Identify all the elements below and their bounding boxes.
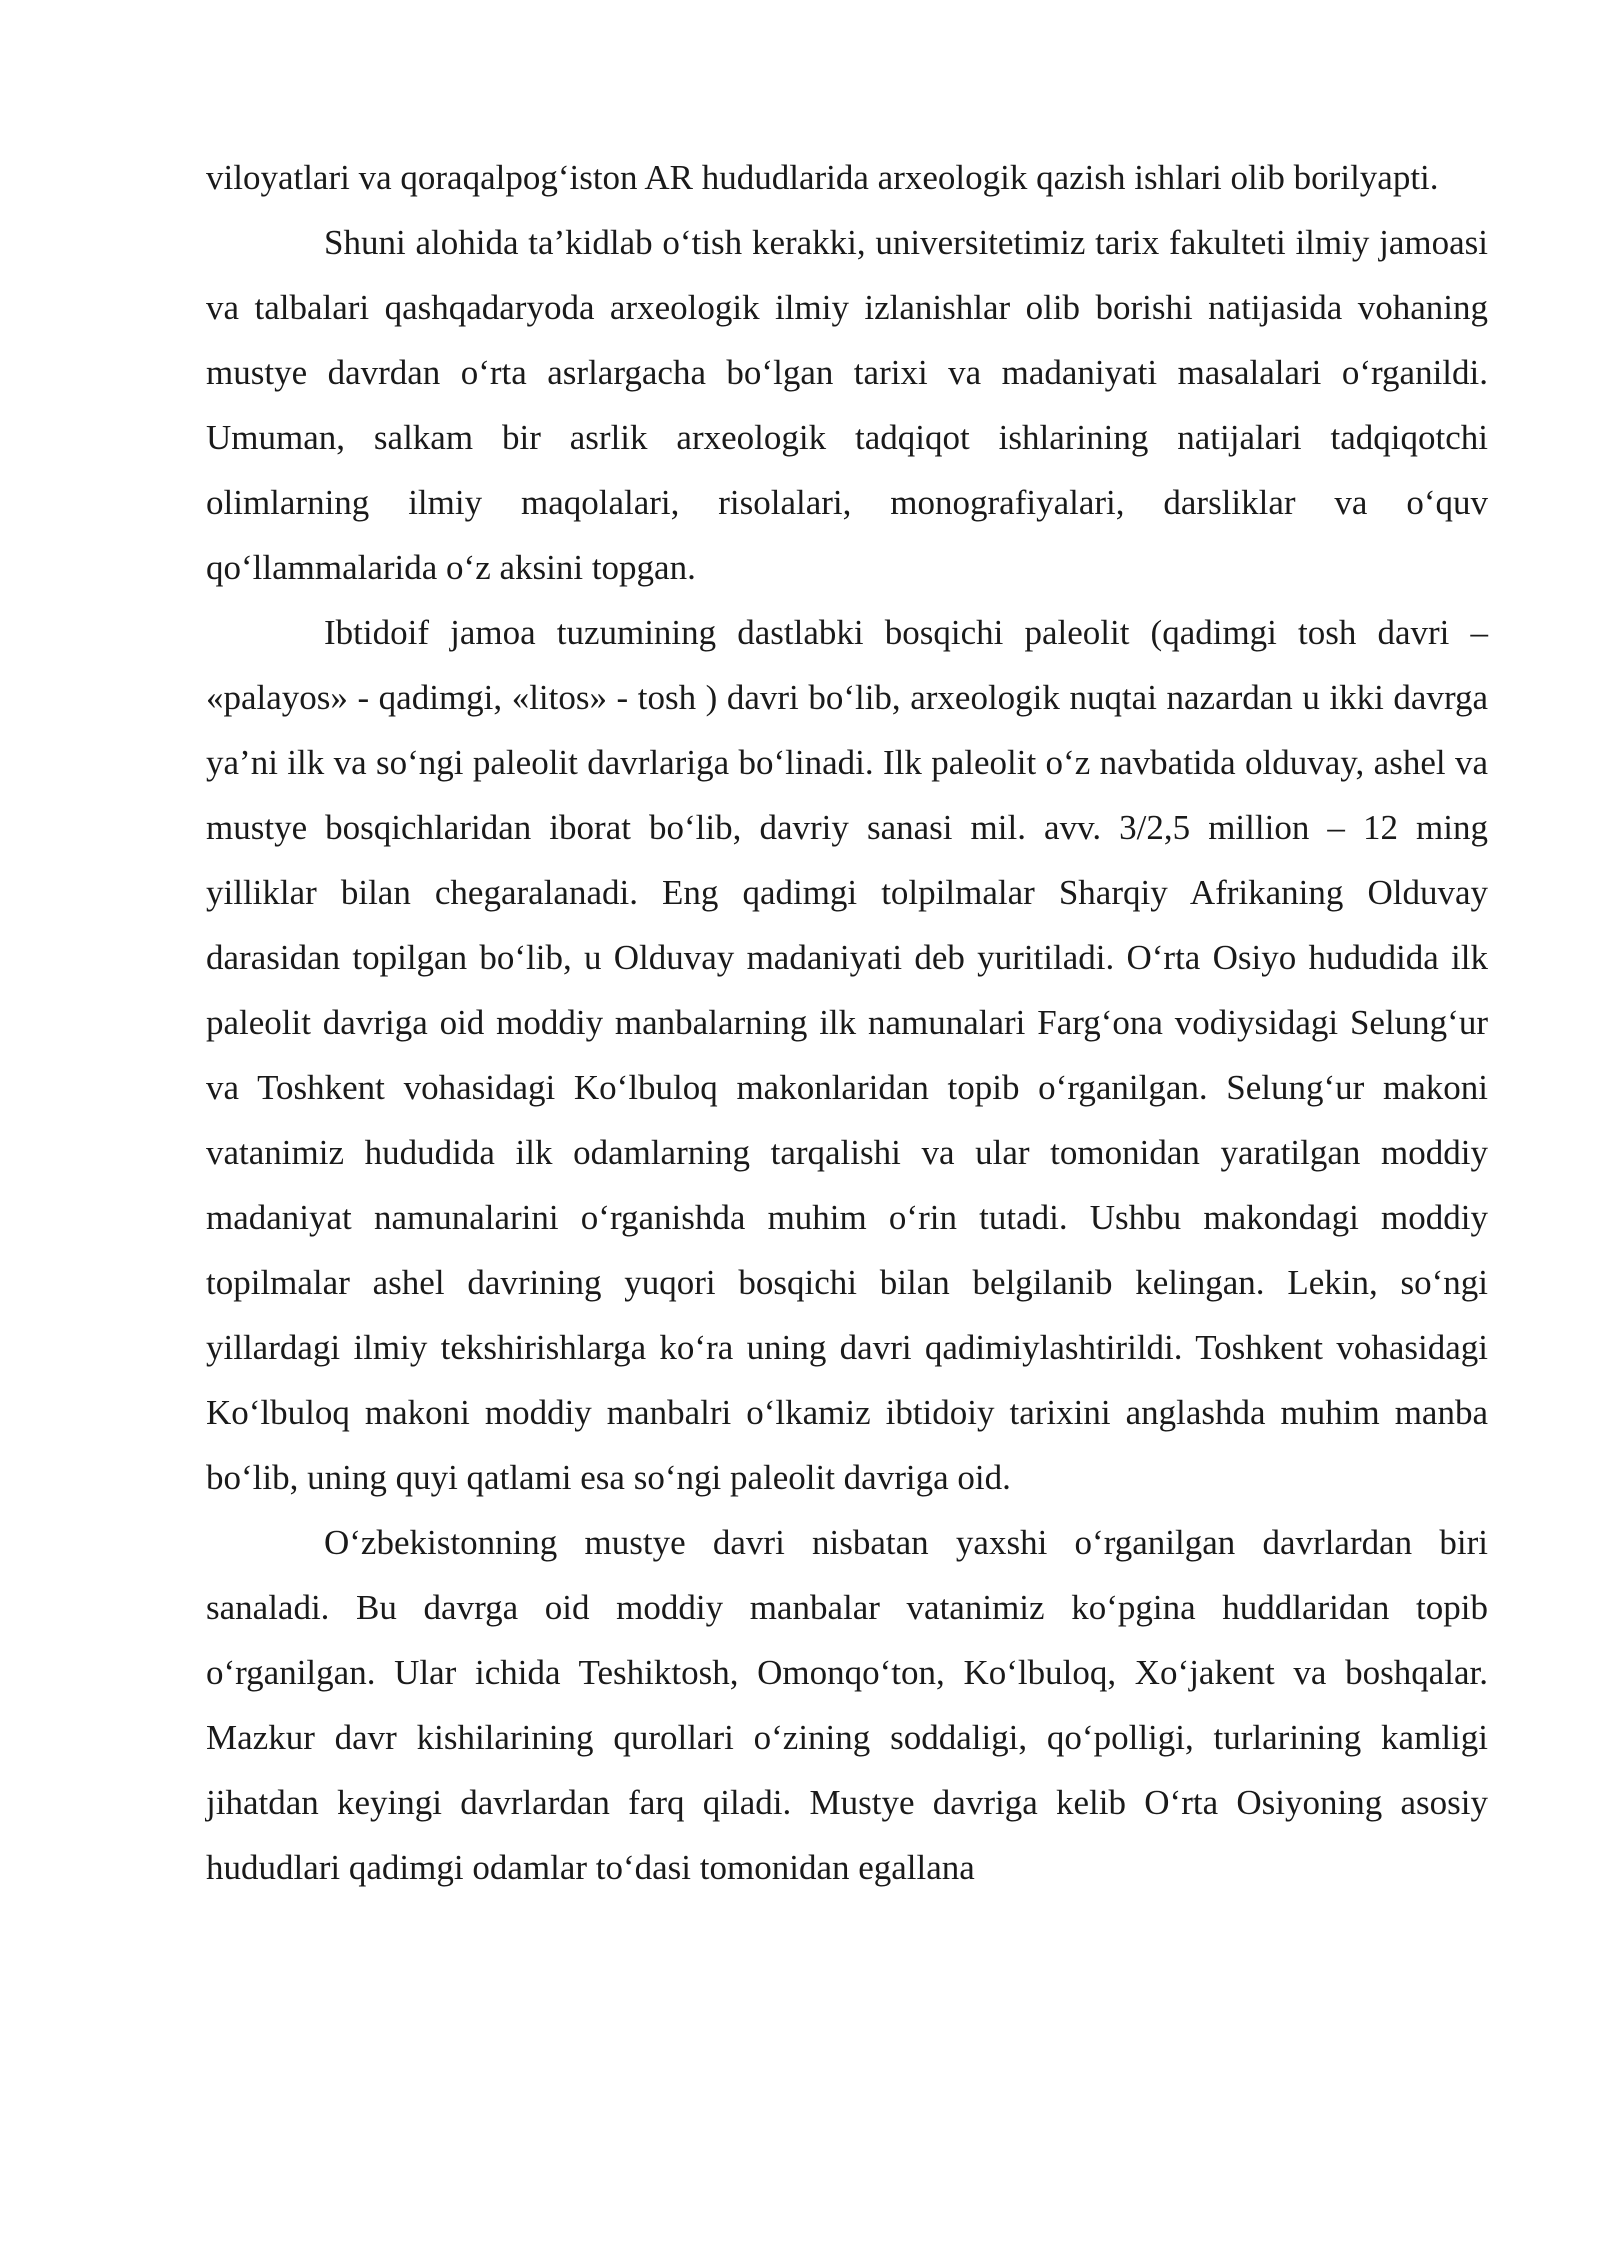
paragraph-continuation: viloyatlari va qoraqalpog‘iston AR hududlarida arxeologik qazish ishlari olib borilyapti. [206,158,1439,197]
document-body [206,145,1488,1900]
paragraph-paleolithic-periods: Ibtidoif jamoa tuzumining dastlabki bosqichi paleolit (qadimgi tosh davri – «palayos» - qadimgi, «litos» - tosh ) davri bo‘lib, arxeologik nuqtai nazardan u ikki davrga ya’ni ilk va so‘ngi paleolit davrlariga bo‘linadi. Ilk paleolit o‘z navbatida olduvay, ashel va mustye bosqichlaridan iborat bo‘lib, davriy sanasi mil. avv. 3/2,5 million – 12 ming yilliklar bilan chegaralanadi. Eng qadimgi tolpilmalar Sharqiy Afrikaning Olduvay darasidan topilgan bo‘lib, u Olduvay madaniyati deb yuritiladi. O‘rta Osiyo hududida ilk paleolit davriga oid moddiy manbalarning ilk namunalari Farg‘ona vodiysidagi Selung‘ur va Toshkent vohasidagi Ko‘lbuloq makonlaridan topib o‘rganilgan. Selung‘ur makoni vatanimiz hududida ilk odamlarning tarqalishi va ular tomonidan yaratilgan moddiy madaniyat namunalarini o‘rganishda muhim o‘rin tutadi. Ushbu makondagi moddiy topilmalar ashel davrining yuqori bosqichi bilan belgilanib kelingan. Lekin, so‘ngi yillardagi ilmiy tekshirishlarga ko‘ra uning davri qadimiylashtirildi. Toshkent vohasidagi Ko‘lbuloq makoni moddiy manbalri o‘lkamiz ibtidoiy tarixini anglashda muhim manba bo‘lib, uning quyi qatlami esa so‘ngi paleolit davriga oid. [206,613,1488,1497]
paragraph-faculty-research: Shuni alohida ta’kidlab o‘tish kerakki, universitetimiz tarix fakulteti ilmiy jamoasi va talbalari qashqadaryoda arxeologik ilmiy izlanishlar olib borishi natijasida vohaning mustye davrdan o‘rta asrlargacha bo‘lgan tarixi va madaniyati masalalari o‘rganildi. Umuman, salkam bir asrlik arxeologik tadqiqot ishlarining natijalari tadqiqotchi olimlarning ilmiy maqolalari, risolalari, monografiyalari, darsliklar va o‘quv qo‘llammalarida o‘z aksini topgan. [206,223,1488,587]
paragraph-mousterian-period: O‘zbekistonning mustye davri nisbatan yaxshi o‘rganilgan davrlardan biri sanaladi. Bu davrga oid moddiy manbalar vatanimiz ko‘pgina huddlaridan topib o‘rganilgan. Ular ichida Teshiktosh, Omonqo‘ton, Ko‘lbuloq, Xo‘jakent va boshqalar. Mazkur davr kishilarining qurollari o‘zining soddaligi, qo‘polligi, turlarining kamligi jihatdan keyingi davrlardan farq qiladi. Mustye davriga kelib O‘rta Osiyoning asosiy hududlari qadimgi odamlar to‘dasi tomonidan egallana [206,1523,1488,1887]
